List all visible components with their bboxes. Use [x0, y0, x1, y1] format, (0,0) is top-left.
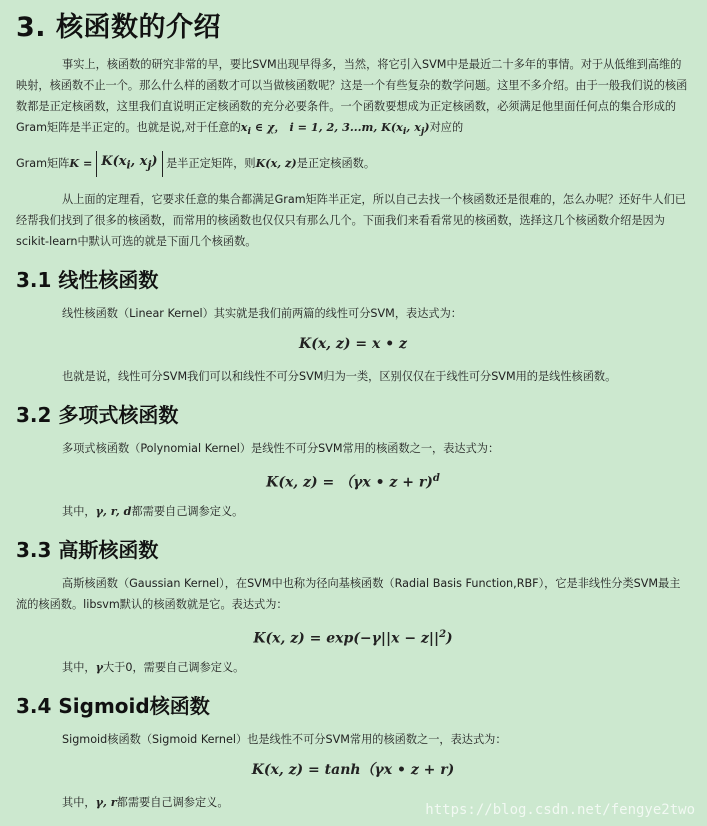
poly-kernel-formula	[16, 467, 690, 491]
math-close: )	[424, 120, 430, 134]
gram-k: K =	[69, 156, 97, 171]
poly-note-suffix: 都需要自己调参定义。	[131, 505, 244, 519]
math-comma-x: , x	[406, 120, 421, 134]
gram-sub-j: j	[147, 158, 152, 172]
gram-text: 是半正定矩阵，则	[162, 157, 256, 171]
poly-formula-main: K(x, z) = （γx • z + r)	[266, 474, 433, 491]
gram-matrix-line	[16, 148, 690, 179]
gauss-note-prefix: 其中，	[62, 661, 96, 675]
gram-label: Gram矩阵	[16, 157, 70, 171]
gauss-kernel-formula	[16, 623, 690, 647]
poly-kernel-desc: 多项式核函数（Polynomial Kernel）是线性不可分SVM常用的核函数之一，表达式为：	[62, 442, 500, 456]
sigmoid-kernel-desc: Sigmoid核函数（Sigmoid Kernel）也是线性不可分SVM常用的核函数之一，表达式为：	[62, 733, 507, 747]
sigmoid-note-suffix: 都需要自己调参定义。	[116, 796, 229, 810]
sigmoid-kernel-title: 3.4 Sigmoid核函数	[16, 694, 210, 719]
math-sub-i: i	[247, 126, 251, 138]
gauss-note-math: γ	[95, 660, 103, 675]
sigmoid-note-prefix: 其中，	[62, 796, 96, 810]
gauss-formula-exp: 2	[439, 629, 447, 641]
linear-kernel-desc: 线性核函数（Linear Kernel）其实就是我们前两篇的线性可分SVM，表达式为：	[62, 307, 462, 321]
gauss-kernel-note	[16, 657, 690, 678]
gauss-kernel-desc: 高斯核函数（Gaussian Kernel），在SVM中也称为径向基核函数（Radial Basis Function,RBF），它是非线性分类SVM最主流的核函数。libsvm默认的核函数就是它。表达式为：	[16, 577, 681, 612]
intro-paragraph-2: 从上面的定理看，它要求任意的集合都满足Gram矩阵半正定，所以自己去找一个核函数还是很难的，怎么办呢？还好牛人们已经帮我们找到了很多的核函数，而常用的核函数也仅仅只有那么几个。下面我们来看看常见的核函数，选择这几个核函数介绍是因为scikit-learn中默认可选的就是下面几个核函数。	[16, 193, 686, 249]
sigmoid-kernel-formula: K(x, z) = tanh（γx • z + r)	[251, 762, 455, 779]
math-xi	[240, 120, 430, 138]
math-sub-i2: i	[402, 126, 407, 138]
section-title: 3. 核函数的介绍	[16, 12, 221, 43]
math-sub-j: j	[420, 126, 425, 138]
intro-text: 事实上，核函数的研究非常的早，要比SVM出现早得多，当然，将它引入SVM中是最近二十多年的事情。对于从低维到高维的映射，核函数不止一个。那么什么样的函数才可以当做核函数呢？这是一个有些复杂的数学问题。这里不多介绍。由于一般我们说的核函数都是正定核函数，这里我们直说明正定核函数的充分必要条件。一个函数要想成为正定核函数，必须满足他里面任何点的集合形成的Gram矩阵是半正定的。也就是说,对于任意的	[16, 58, 688, 134]
poly-note-prefix: 其中，	[62, 505, 96, 519]
intro-paragraph-1	[16, 54, 690, 142]
gram-sub-i: i	[126, 158, 131, 172]
gram-matrix-bracket	[96, 151, 162, 177]
watermark: https://blog.csdn.net/fengye2two	[425, 802, 695, 818]
gauss-formula-end: )	[446, 630, 453, 647]
poly-kernel-note	[16, 501, 690, 522]
sigmoid-note-math: γ, r	[95, 795, 117, 810]
poly-formula-exp: d	[432, 473, 440, 485]
gram-kxz: K(x, z)	[255, 156, 297, 171]
math-set: ∈ χ， i = 1, 2, 3...m, K(x	[251, 120, 403, 134]
gram-end: )	[151, 154, 158, 170]
poly-note-math: γ, r, d	[95, 504, 132, 519]
intro-text-end: 对应的	[429, 121, 464, 134]
gauss-formula-main: K(x, z) = exp(−γ||x − z||	[253, 630, 440, 647]
gram-inner: K(x	[101, 154, 127, 170]
poly-kernel-title: 3.2 多项式核函数	[16, 403, 179, 428]
gauss-note-suffix: 大于0，需要自己调参定义。	[102, 661, 245, 675]
gauss-kernel-title: 3.3 高斯核函数	[16, 538, 159, 563]
math-x: x	[240, 120, 248, 134]
linear-kernel-title: 3.1 线性核函数	[16, 268, 159, 293]
linear-kernel-note: 也就是说，线性可分SVM我们可以和线性不可分SVM归为一类，区别仅仅在于线性可分SVM用的是线性核函数。	[62, 370, 617, 384]
gram-mid: , x	[130, 154, 148, 170]
linear-kernel-formula: K(x, z) = x • z	[299, 336, 407, 353]
gram-text-end: 是正定核函数。	[296, 157, 376, 171]
